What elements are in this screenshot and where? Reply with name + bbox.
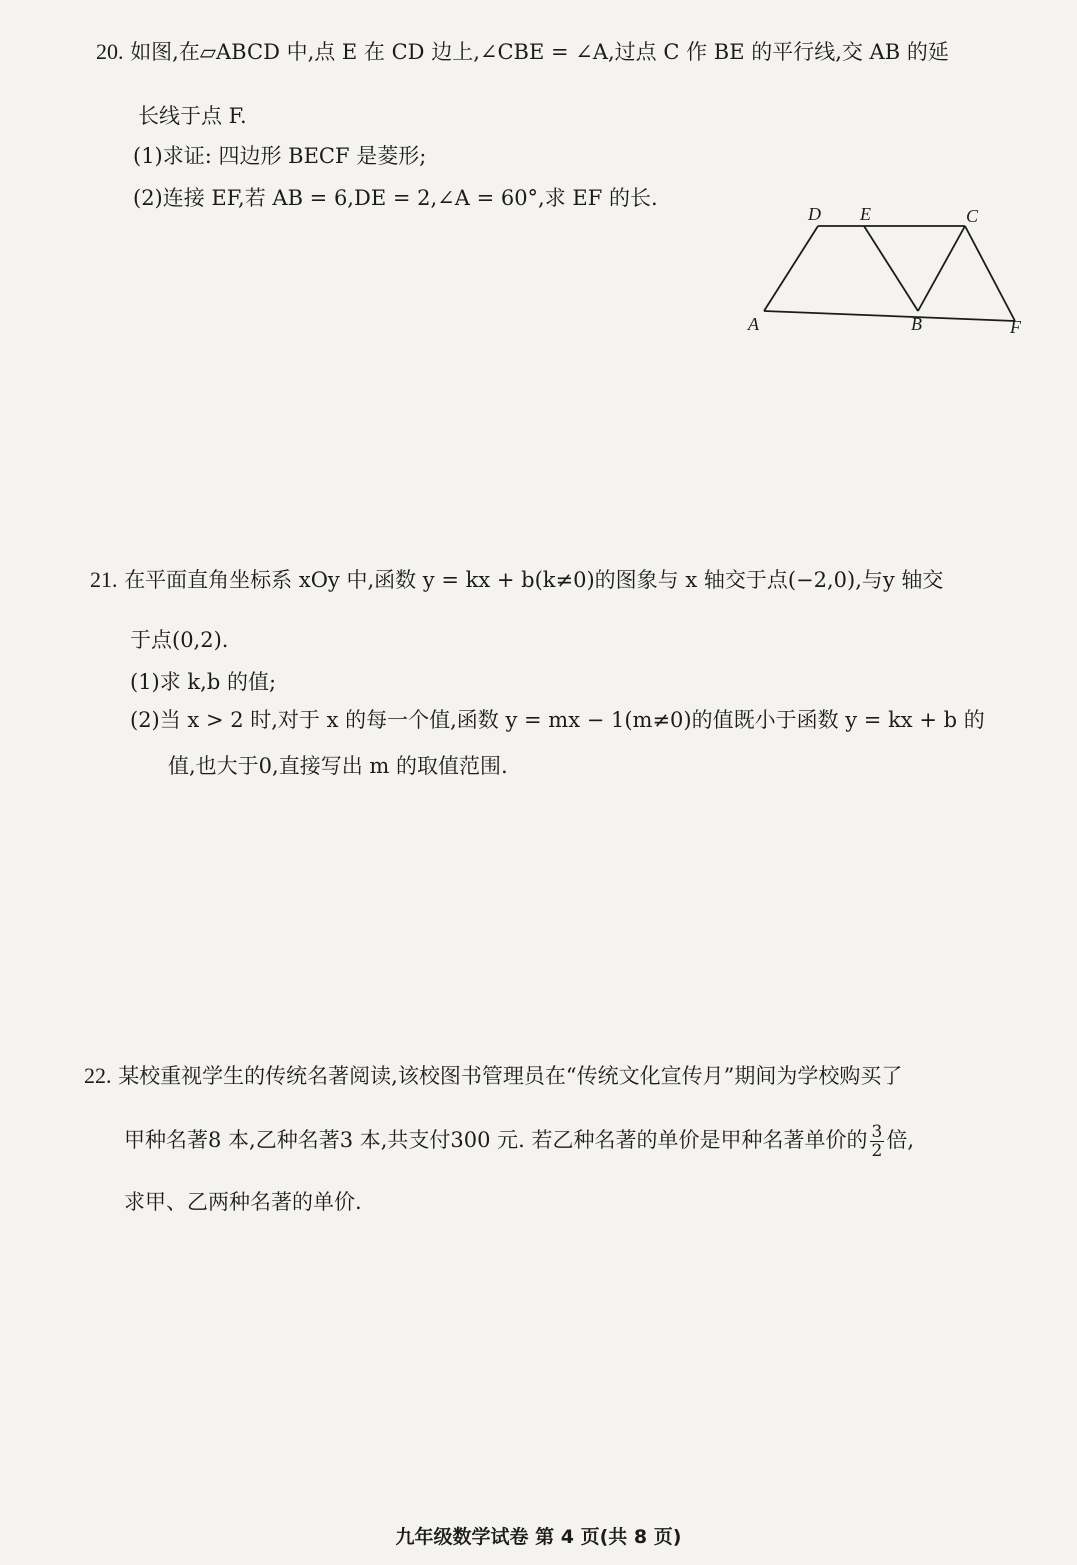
- q21-part2-line1: (2)当 x > 2 时,对于 x 的每一个值,函数 y = mx − 1(m≠0)的值既小于函数 y = kx + b 的: [130, 708, 985, 732]
- segment-CB: [918, 226, 965, 311]
- segment-AF: [764, 311, 1015, 321]
- parallelogram-figure: [740, 200, 1040, 345]
- q22-stem-text-3: 倍,: [886, 1128, 915, 1152]
- q21-part2-line2: 值,也大于0,直接写出 m 的取值范围.: [168, 754, 508, 778]
- segment-CF: [965, 226, 1015, 321]
- q20-part1: (1)求证: 四边形 BECF 是菱形;: [133, 144, 427, 168]
- q22-stem-line3: 求甲、乙两种名著的单价.: [124, 1190, 362, 1214]
- label-C: C: [966, 206, 979, 226]
- label-F: F: [1010, 317, 1021, 337]
- segment-DA: [764, 226, 818, 311]
- q22-number: 22.: [84, 1063, 112, 1088]
- segment-EB: [864, 226, 918, 311]
- q21-stem-line2: 于点(0,2).: [130, 628, 229, 652]
- label-E: E: [860, 204, 871, 224]
- page-footer: 九年级数学试卷 第 4 页(共 8 页): [395, 1526, 682, 1548]
- q22-stem-line2: [124, 1118, 914, 1162]
- fraction-three-halves: [870, 1123, 885, 1160]
- q20-number: 20.: [96, 39, 124, 64]
- figure-lines: [764, 226, 1015, 321]
- q21-part1: (1)求 k,b 的值;: [130, 670, 277, 694]
- q20-part2: (2)连接 EF,若 AB = 6,DE = 2,∠A = 60°,求 EF 的长.: [133, 186, 658, 210]
- q22-stem-text-1: 某校重视学生的传统名著阅读,该校图书管理员在“传统文化宣传月”期间为学校购买了: [118, 1064, 903, 1088]
- q22-stem-line1: [84, 1062, 902, 1090]
- q20-stem-line1: [96, 38, 949, 66]
- label-D: D: [808, 204, 821, 224]
- q22-stem-text-2: 甲种名著8 本,乙种名著3 本,共支付300 元. 若乙种名著的单价是甲种名著单价的: [124, 1128, 868, 1152]
- fraction-denominator: 2: [871, 1141, 883, 1161]
- q20-stem-text-1: 如图,在▱ABCD 中,点 E 在 CD 边上,∠CBE = ∠A,过点 C 作 BE 的平行线,交 AB 的延: [130, 40, 949, 64]
- q21-number: 21.: [90, 567, 118, 592]
- q21-stem-text-1: 在平面直角坐标系 xOy 中,函数 y = kx + b(k≠0)的图象与 x 轴交于点(−2,0),与y 轴交: [124, 568, 944, 592]
- label-B: B: [911, 314, 922, 334]
- q20-stem-line2: 长线于点 F.: [138, 104, 247, 128]
- fraction-numerator: 3: [871, 1122, 883, 1142]
- label-A: A: [748, 314, 759, 334]
- q21-stem-line1: [90, 566, 943, 594]
